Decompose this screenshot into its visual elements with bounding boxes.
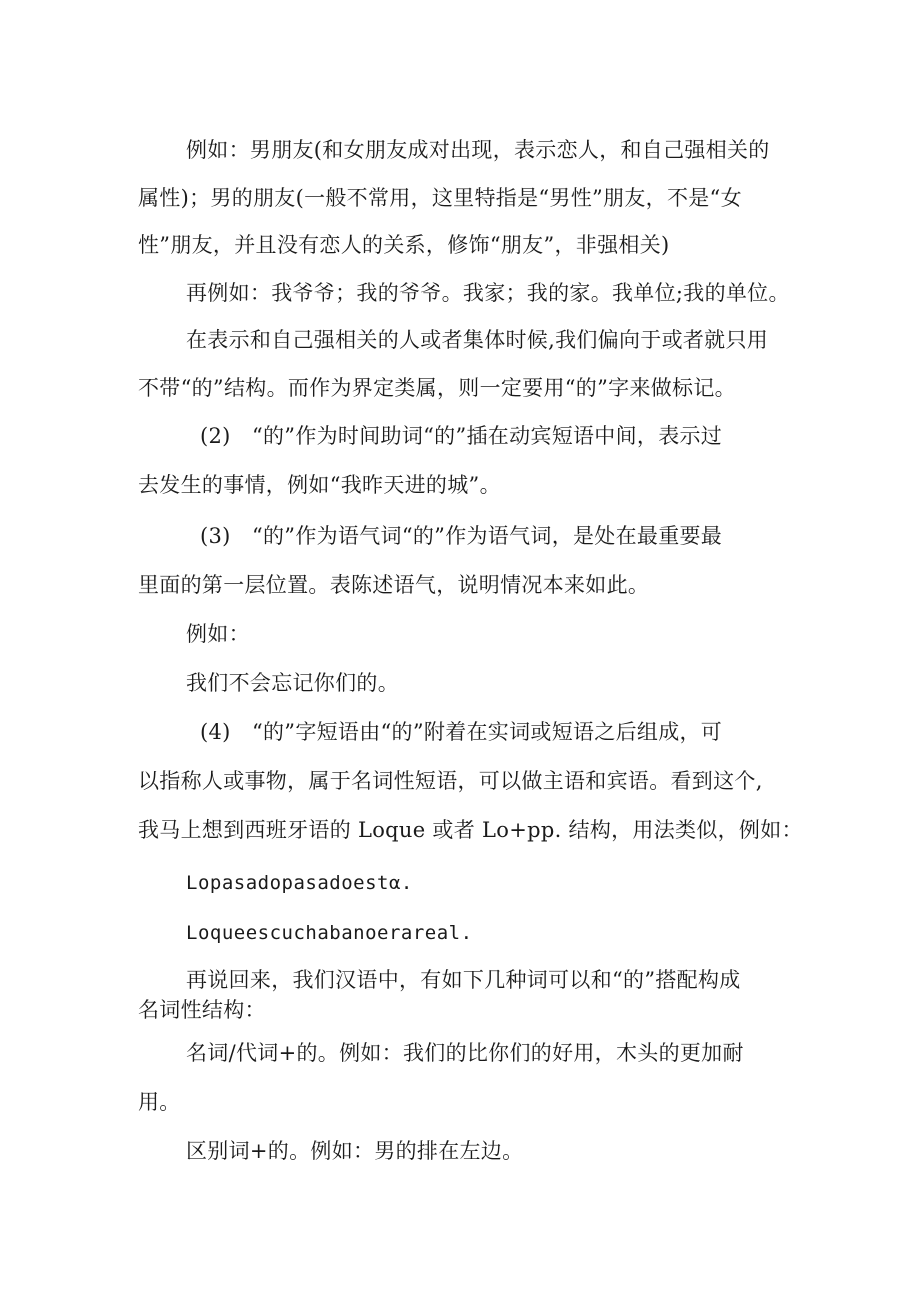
text-line: 不带“的”结构。而作为界定类属，则一定要用“的”字来做标记。 [138,376,736,400]
text-line: 名词性结构： [138,998,266,1022]
text-line: Lopasadopasadoestα. [186,872,413,894]
text-line: 属性)；男的朋友(一般不常用，这里特指是“男性”朋友，不是“女 [138,186,742,210]
text-line: 再例如：我爷爷；我的爷爷。我家；我的家。我单位;我的单位。 [186,281,790,305]
text-line: 性”朋友，并且没有恋人的关系，修饰“朋友”，非强相关) [138,233,670,257]
text-line: (4) “的”字短语由“的”附着在实词或短语之后组成，可 [200,720,723,744]
text-line: 去发生的事情，例如“我昨天进的城”。 [138,473,501,497]
text-line: 我们不会忘记你们的。 [186,671,399,695]
text-line: 在表示和自己强相关的人或者集体时候,我们偏向于或者就只用 [186,328,769,352]
text-line: 名词/代词+的。例如：我们的比你们的好用，木头的更加耐 [186,1041,744,1065]
text-line: 再说回来，我们汉语中，有如下几种词可以和“的”搭配构成 [186,968,741,992]
text-line: 例如： [186,622,250,646]
text-line: (3) “的”作为语气词“的”作为语气词，是处在最重要最 [200,524,723,548]
text-line: 以指称人或事物，属于名词性短语，可以做主语和宾语。看到这个, [138,769,763,793]
text-line: 我马上想到西班牙语的 Loque 或者 Lo+pp. 结构，用法类似，例如： [138,818,803,842]
text-line: 例如：男朋友(和女朋友成对出现，表示恋人，和自己强相关的 [186,138,770,162]
text-line: 区别词+的。例如：男的排在左边。 [186,1139,524,1163]
text-line: Loqueescuchabanoerareal. [186,922,473,944]
text-line: 用。 [138,1090,181,1114]
text-line: 里面的第一层位置。表陈述语气，说明情况本来如此。 [138,573,650,597]
text-line: (2) “的”作为时间助词“的”插在动宾短语中间，表示过 [200,424,723,448]
